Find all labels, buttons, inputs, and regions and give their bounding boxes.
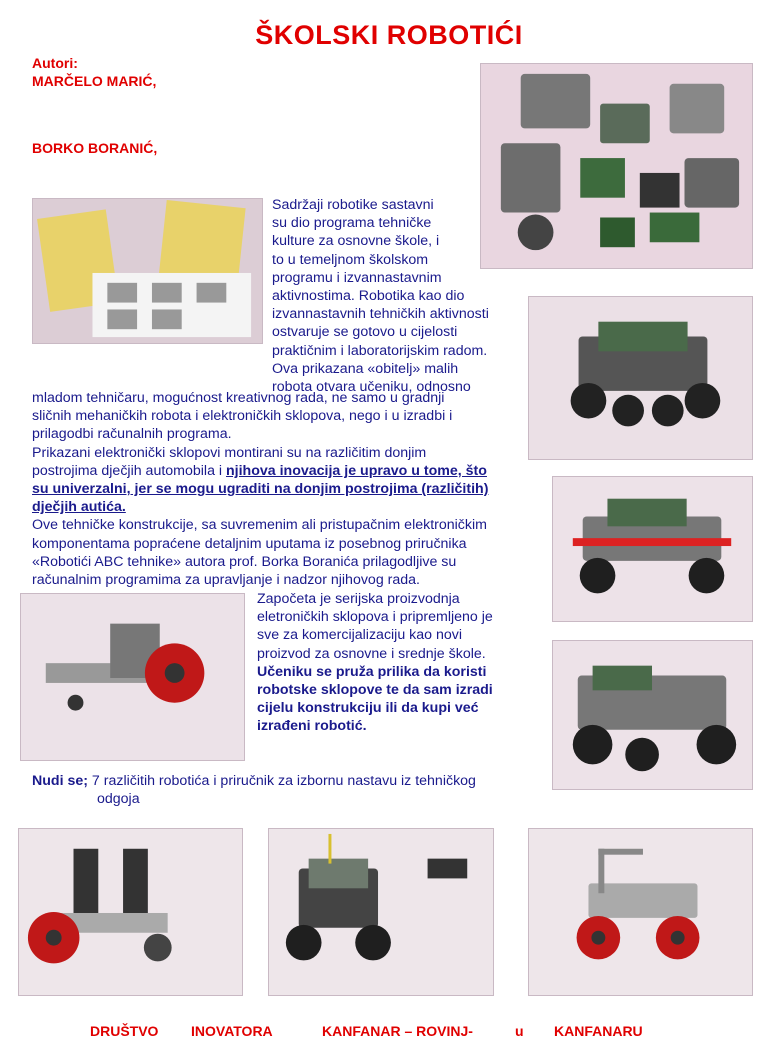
photo-robot-frame <box>18 828 243 996</box>
body-line: prilagodbi računalnih programa. <box>32 426 232 443</box>
body-line: sve za komercijalizaciju kao novi <box>257 627 463 644</box>
body-line: izvannastavnih tehničkih aktivnosti <box>272 306 489 323</box>
body-line: sličnih mehaničkih robota i elektroničkih sklopova, nego i u izradbi i <box>32 408 453 425</box>
body-line-bold: robotske sklopove te da sam izradi <box>257 682 493 699</box>
body-line-bold: Učeniku se pruža prilika da koristi <box>257 663 487 680</box>
body-line: Ove tehničke konstrukcije, sa suvremenim ali pristupačnim elektroničkim <box>32 517 487 534</box>
body-line: Ova prikazana «obitelj» malih <box>272 360 459 377</box>
author-name-1: MARČELO MARIĆ, <box>32 73 157 89</box>
body-line: kulture za osnovne škole, i <box>272 233 440 250</box>
body-line: mladom tehničaru, mogućnost kreativnog rada, ne samo u gradnji <box>32 390 445 406</box>
body-line: programu i izvannastavnim <box>272 269 442 286</box>
innovation-highlight: njihova inovacija je upravo u tome, što <box>226 462 487 479</box>
body-production <box>257 590 547 736</box>
footer-item-5: KANFANARU <box>554 1023 643 1039</box>
body-line-bold: cijelu konstrukciju ili da kupi već <box>257 700 479 717</box>
authors-label: Autori: <box>32 55 78 71</box>
body-line: ostvaruje se gotovo u cijelosti <box>272 324 458 341</box>
offer <box>32 772 552 808</box>
body-line: robota otvara učeniku, odnosno <box>272 379 471 396</box>
photo-manual-booklets <box>32 198 263 344</box>
photo-robot-box <box>268 828 494 996</box>
footer-item-4: u <box>515 1023 524 1039</box>
body-line: računalnim programima za upravljanje i nadzor njihovog rada. <box>32 572 420 589</box>
body-line: Prikazani elektronički sklopovi montirani su na različitim donjim <box>32 444 427 461</box>
body-line: eletroničkih sklopova i pripremljeno je <box>257 609 493 626</box>
body-line-bold: izrađeni robotić. <box>257 718 367 735</box>
photo-robot-arm <box>20 593 245 761</box>
page-title: ŠKOLSKI ROBOTIĆI <box>255 20 523 50</box>
body-line-mixed: postrojima dječjih automobila i njihova inovacija je upravo u tome, što <box>32 462 487 479</box>
photo-robot-car-3 <box>552 640 753 790</box>
author-name-2: BORKO BORANIĆ, <box>32 140 158 156</box>
body-line: praktičnim i laboratorijskim radom. <box>272 342 488 359</box>
body-line: Započeta je serijska proizvodnja <box>257 591 460 607</box>
innovation-highlight-line: su univerzalni, jer se mogu ugraditi na donjim postrojima (različitih) <box>32 481 489 498</box>
body-intro <box>272 196 532 396</box>
body-line: su dio programa tehničke <box>272 215 432 232</box>
offer-text: 7 različitih robotića i priručnik za izbornu nastavu iz tehničkog <box>87 773 476 789</box>
body-line: «Robotići ABC tehnike» autora prof. Borka Boranića prilagodljive su <box>32 553 457 570</box>
footer-item-2: INOVATORA <box>191 1023 273 1039</box>
footer-item-3: KANFANAR – ROVINJ- <box>322 1023 473 1039</box>
innovation-highlight-line: dječjih autića. <box>32 499 126 516</box>
photo-robot-platform <box>528 828 753 996</box>
body-line: proizvod za osnovne i srednje škole. <box>257 645 486 662</box>
body-line: komponentama popraćene detaljnim uputama iz posebnog priručnika <box>32 535 467 552</box>
photo-robot-car-2 <box>552 476 753 622</box>
offer-text-2: odgoja <box>97 791 140 808</box>
body-line: to u temeljnom školskom <box>272 251 429 268</box>
body-line: Sadržaji robotike sastavni <box>272 197 434 213</box>
body-line: aktivnostima. Robotika kao dio <box>272 288 465 305</box>
footer-item-1: DRUŠTVO <box>90 1023 159 1039</box>
photo-robot-car-1 <box>528 296 753 460</box>
offer-label: Nudi se; <box>32 773 88 789</box>
body-wide <box>32 389 547 589</box>
